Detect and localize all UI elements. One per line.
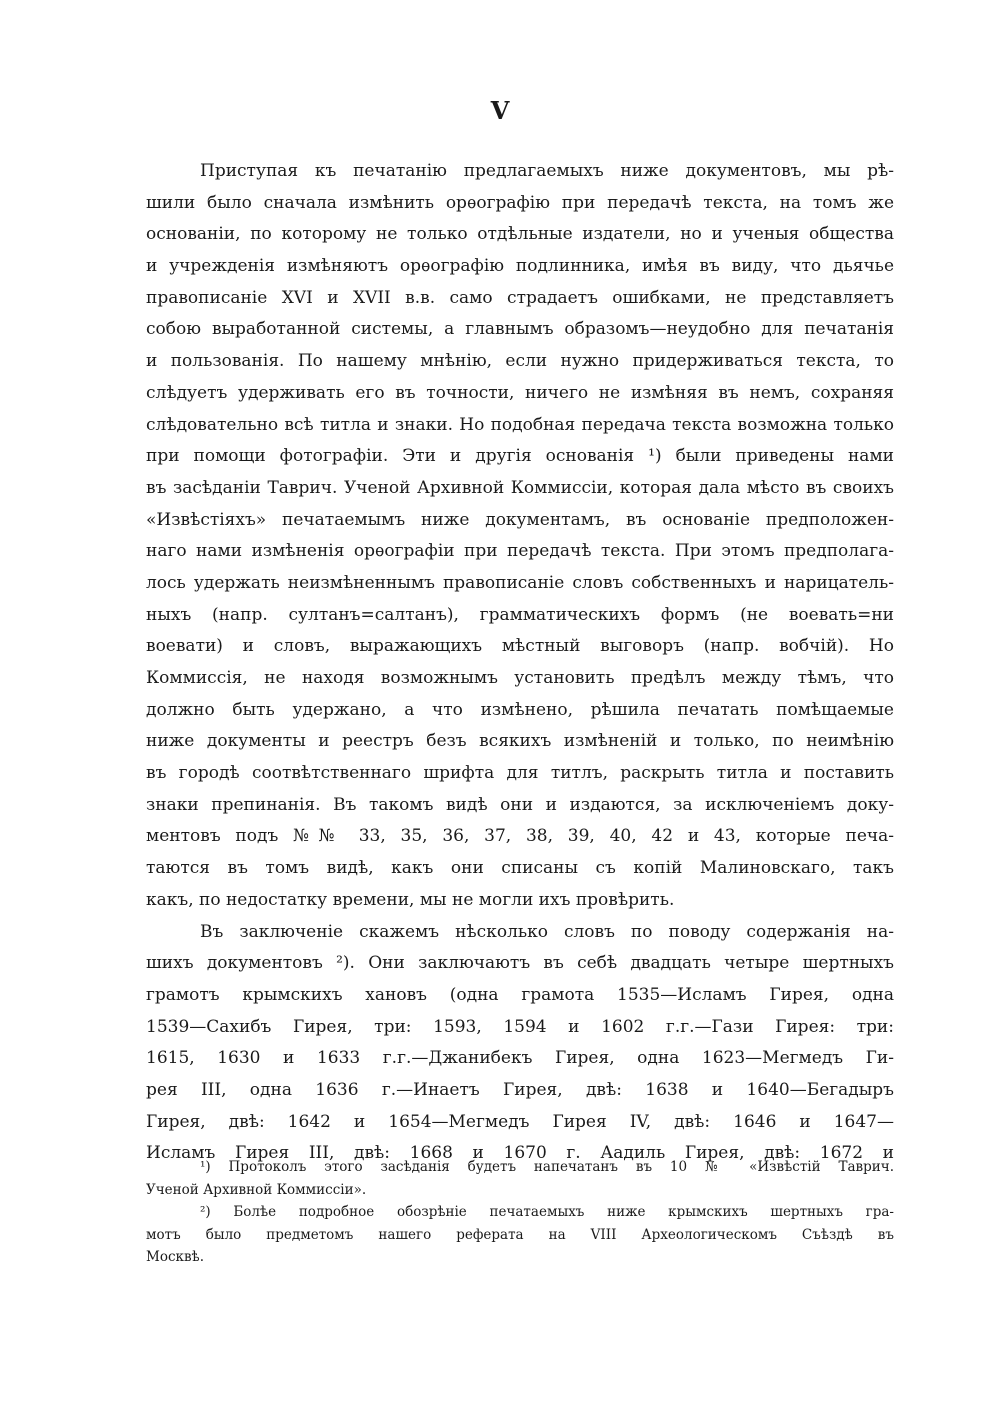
text-line: Коммиссія, не находя возможнымъ установить предѣлъ между тѣмъ, что xyxy=(146,668,894,688)
text-line: грамотъ крымскихъ хановъ (одна грамота 1535—Исламъ Гирея, одна xyxy=(146,984,894,1005)
text-line: шили было сначала измѣнить орѳографію при передачѣ текста, на томъ же xyxy=(146,192,894,213)
text-line: правописаніе XVI и XVII в.в. само страдаетъ ошибками, не представляетъ xyxy=(146,287,894,308)
text-line: лось удержать неизмѣненнымъ правописаніе словъ собственныхъ и нарицатель- xyxy=(146,572,894,593)
text-line: собою выработанной системы, а главнымъ образомъ—неудобно для печатанія xyxy=(146,319,894,340)
text-line: въ засѣданіи Таврич. Ученой Архивной Коммиссіи, которая дала мѣсто въ своихъ xyxy=(146,477,894,498)
footnote-line: Москвѣ. xyxy=(146,1249,204,1265)
text-line: наго нами измѣненія орѳографіи при передачѣ текста. При этомъ предполага- xyxy=(146,541,894,562)
text-line: рея III, одна 1636 г.—Инаетъ Гирея, двѣ: 1638 и 1640—Бегадыръ xyxy=(146,1079,894,1100)
footnotes xyxy=(146,1156,894,1269)
text-line: и пользованія. По нашему мнѣнію, если нужно придерживаться текста, то xyxy=(146,351,894,372)
text-line: воевати) и словъ, выражающихъ мѣстный выговоръ (напр. вобчій). Но xyxy=(146,636,894,657)
text-line: шихъ документовъ ²). Они заключаютъ въ себѣ двадцать четыре шертныхъ xyxy=(146,953,894,974)
footnote-line: ¹) Протоколъ этого засѣданія будетъ напечатанъ въ 10 № «Извѣстій Таврич. xyxy=(200,1159,894,1175)
text-line: 1539—Сахибъ Гирея, три: 1593, 1594 и 1602 г.г.—Гази Гирея: три: xyxy=(146,1016,894,1037)
main-text xyxy=(146,156,894,1170)
text-line: Исламъ Гирея III, двѣ: 1668 и 1670 г. Аадиль Гирея, двѣ: 1672 и xyxy=(146,1143,894,1164)
page-number: V xyxy=(490,96,510,125)
text-line: слѣдовательно всѣ титла и знаки. Но подобная передача текста возможна только xyxy=(146,414,894,435)
footnote-line: ²) Болѣе подробное обозрѣніе печатаемыхъ ниже крымскихъ шертныхъ гра- xyxy=(200,1204,894,1220)
text-line: при помощи фотографіи. Эти и другія основанія ¹) были приведены нами xyxy=(146,446,894,467)
text-line: основаніи, по которому не только отдѣльные издатели, но и ученыя общества xyxy=(146,224,894,245)
footnote-line: Ученой Архивной Коммиссіи». xyxy=(146,1181,367,1198)
text-line: слѣдуетъ удерживать его въ точности, ничего не измѣняя въ немъ, сохраняя xyxy=(146,382,894,403)
footnote-line: мотъ было предметомъ нашего реферата на VIII Археологическомъ Съѣздѣ въ xyxy=(146,1226,894,1243)
text-line: 1615, 1630 и 1633 г.г.—Джанибекъ Гирея, одна 1623—Мегмедъ Ги- xyxy=(146,1048,894,1069)
text-line: должно быть удержано, а что измѣнено, рѣшила печатать помѣщаемые xyxy=(146,699,894,720)
text-line: Въ заключеніе скажемъ нѣсколько словъ по поводу содержанія на- xyxy=(200,921,894,942)
text-line: таются въ томъ видѣ, какъ они списаны съ копій Малиновскаго, такъ xyxy=(146,858,894,879)
text-line: «Извѣстіяхъ» печатаемымъ ниже документамъ, въ основаніе предположен- xyxy=(146,509,894,530)
text-line: знаки препинанія. Въ такомъ видѣ они и издаются, за исключеніемъ доку- xyxy=(146,794,894,815)
text-line: ментовъ подъ №№ 33, 35, 36, 37, 38, 39, 40, 42 и 43, которые печа- xyxy=(146,826,894,847)
text-line: ниже документы и реестръ безъ всякихъ измѣненій и только, по неимѣнію xyxy=(146,731,894,752)
text-line: Гирея, двѣ: 1642 и 1654—Мегмедъ Гирея IV, двѣ: 1646 и 1647— xyxy=(146,1111,894,1132)
text-line: Приступая къ печатанію предлагаемыхъ ниже документовъ, мы рѣ- xyxy=(200,161,894,181)
text-line: какъ, по недостатку времени, мы не могли ихъ провѣрить. xyxy=(146,889,675,910)
text-line: въ городѣ соотвѣтственнаго шрифта для титлъ, раскрыть титла и поставить xyxy=(146,763,894,784)
text-line: и учрежденія измѣняютъ орѳографію подлинника, имѣя въ виду, что дьячье xyxy=(146,256,894,277)
text-line: ныхъ (напр. султанъ=салтанъ), грамматическихъ формъ (не воевать=ни xyxy=(146,604,894,625)
